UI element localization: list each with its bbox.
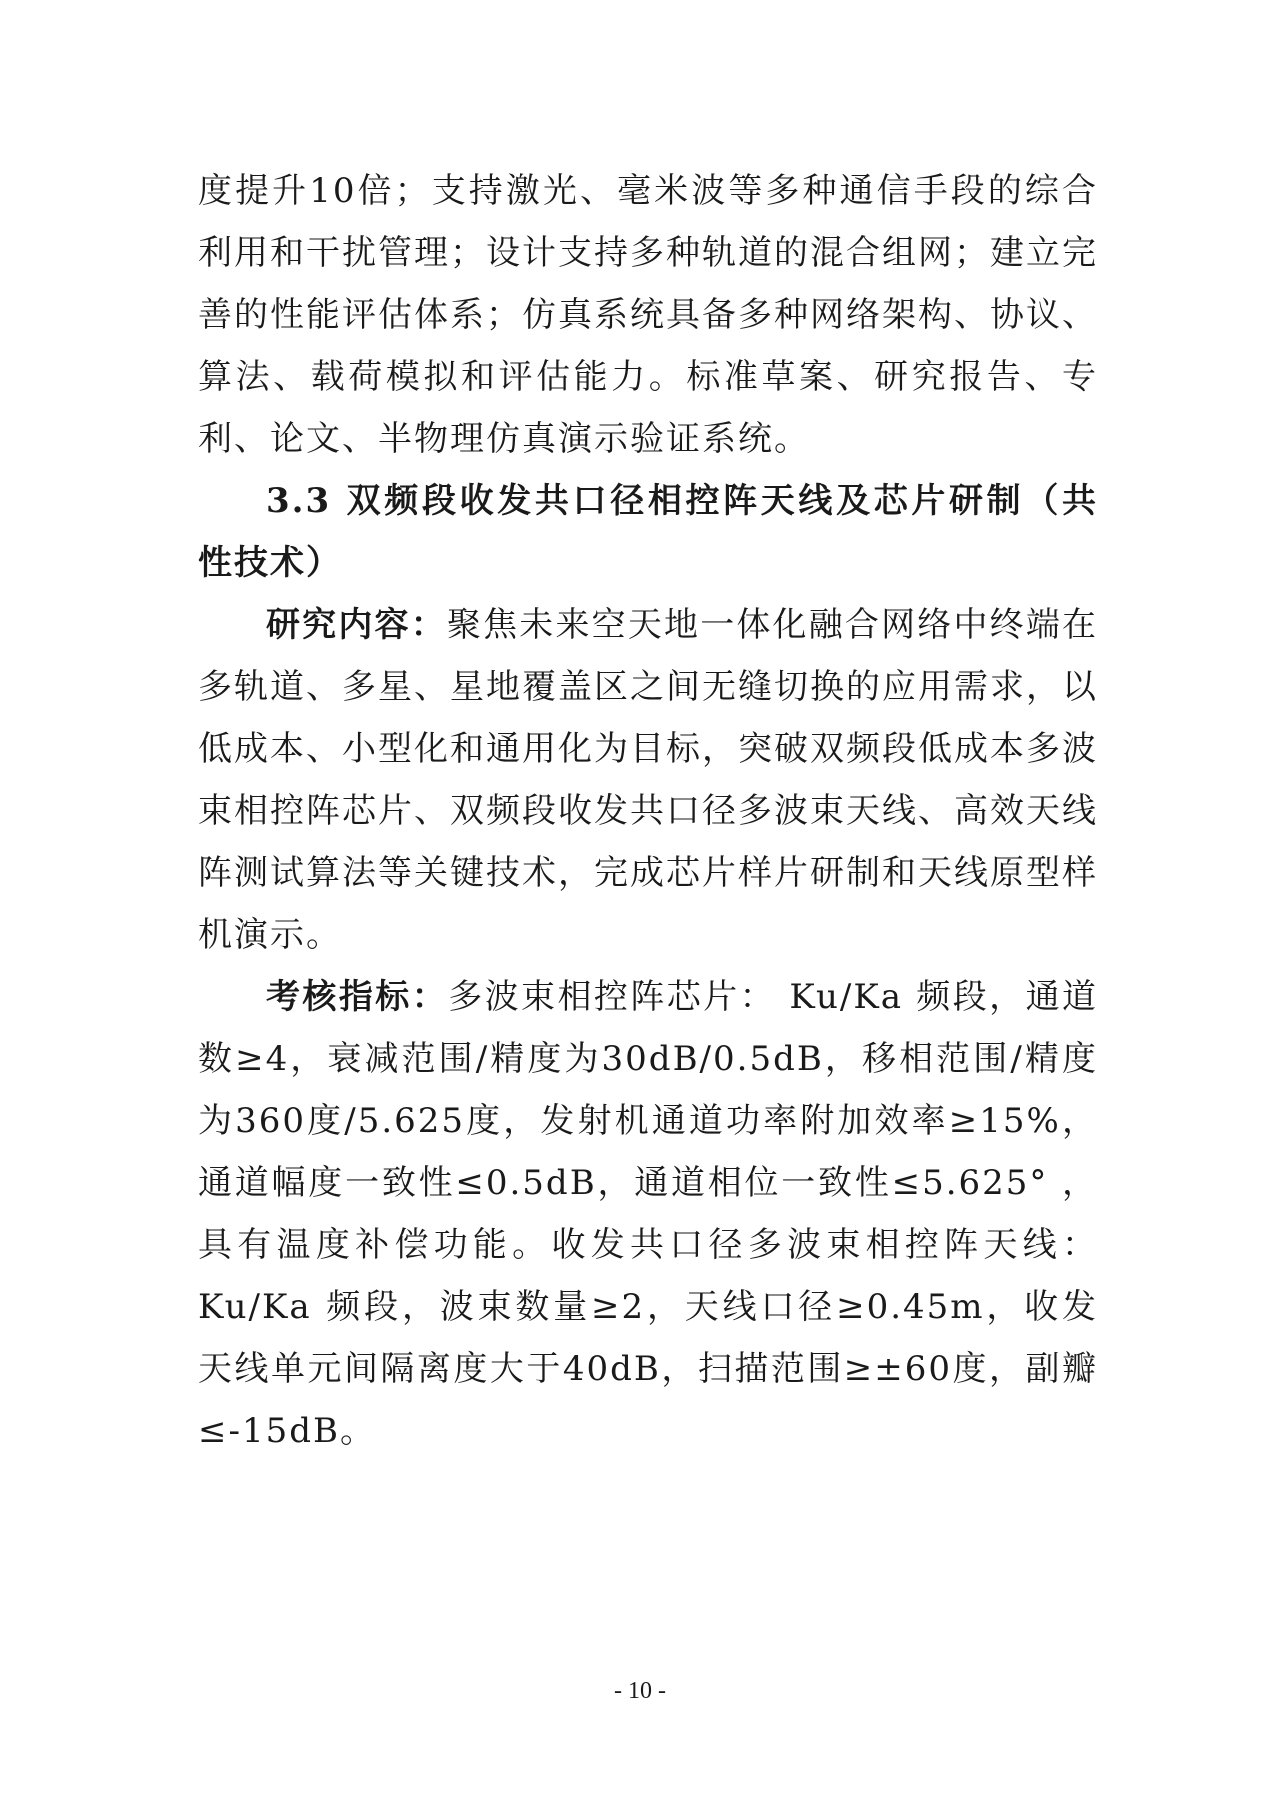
document-body	[198, 160, 1098, 1462]
page-number: - 10 -	[614, 1678, 666, 1704]
continuation-paragraph: 度提升10倍；支持激光、毫米波等多种通信手段的综合利用和干扰管理；设计支持多种轨道的混合组网；建立完善的性能评估体系；仿真系统具备多种网络架构、协议、算法、载荷模拟和评估能力。标准草案、研究报告、专利、论文、半物理仿真演示验证系统。	[198, 171, 1098, 459]
research-text: 聚焦未来空天地一体化融合网络中终端在多轨道、多星、星地覆盖区之间无缝切换的应用需求，以低成本、小型化和通用化为目标，突破双频段低成本多波束相控阵芯片、双频段收发共口径多波束天线、高效天线阵测试算法等关键技术，完成芯片样片研制和天线原型样机演示。	[198, 605, 1099, 955]
research-label: 研究内容：	[266, 605, 447, 645]
metrics-text: 多波束相控阵芯片： Ku/Ka 频段，通道数≥4，衰减范围/精度为30dB/0.5dB，移相范围/精度为360度/5.625度，发射机通道功率附加效率≥15%，通道幅度一致性≤0.5dB，通道相位一致性≤5.625° ，具有温度补偿功能。收发共口径多波束相控阵天线：Ku/Ka 频段，波束数量≥2，天线口径≥0.45m，收发天线单元间隔离度大于40dB，扫描范围≥±60度，副瓣≤-15dB。	[198, 977, 1099, 1451]
section-heading: 3.3 双频段收发共口径相控阵天线及芯片研制（共性技术）	[198, 481, 1098, 583]
metrics-label: 考核指标：	[266, 977, 449, 1017]
metrics-paragraph	[198, 966, 1098, 1462]
research-paragraph	[198, 594, 1098, 966]
